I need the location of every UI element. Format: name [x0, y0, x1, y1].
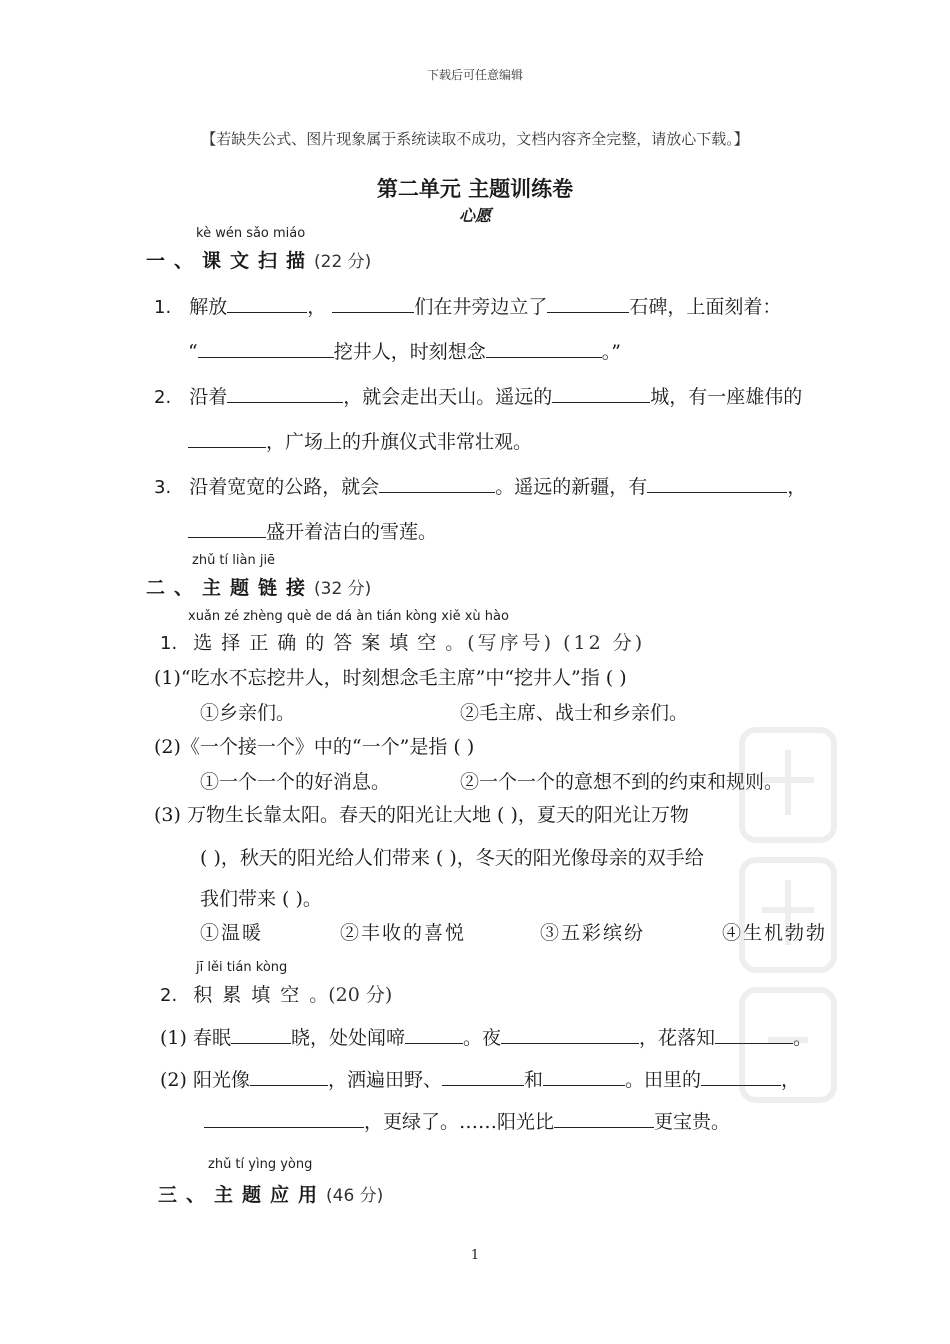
choice-q1-option1[interactable]: ①乡亲们。	[200, 702, 296, 724]
question-number: 2.	[154, 387, 172, 408]
text: 沿着宽宽的公路，就会	[189, 476, 380, 498]
fill-blank[interactable]	[188, 519, 266, 538]
fill-blank[interactable]	[442, 1067, 524, 1086]
text: 们在井旁边立了	[414, 296, 548, 318]
text: 沿着	[189, 386, 228, 408]
part2-heading	[160, 980, 392, 1007]
fill-blank[interactable]	[543, 1067, 625, 1086]
part1-pinyin: xuǎn zé zhèng què de dá àn tián kòng xiě xù hào	[188, 609, 509, 624]
text: ，就会走出天山。遥远的	[343, 386, 553, 408]
part2-label: 积累填空	[193, 984, 310, 1006]
fill-blank[interactable]	[227, 384, 343, 403]
fill-blank[interactable]	[405, 1025, 463, 1044]
section3-pinyin: zhǔ tí yìng yòng	[208, 1157, 313, 1172]
question-number: 2.	[160, 985, 178, 1006]
poem-line	[160, 1023, 812, 1050]
fill-blank[interactable]	[227, 294, 307, 313]
fill-blank[interactable]	[552, 384, 650, 403]
sunshine-line1	[160, 1065, 800, 1092]
text: 挖井人，时刻想念	[333, 341, 486, 363]
fill-blank[interactable]	[231, 1025, 291, 1044]
watermark-seal-icon	[728, 720, 848, 1120]
fill-blank[interactable]	[547, 294, 629, 313]
text: (1) 春眠	[160, 1027, 231, 1049]
fill-blank[interactable]	[332, 294, 414, 313]
text: ，	[307, 296, 327, 318]
choice-q1: (1)“吃水不忘挖井人，时刻想念毛主席”中“挖井人”指 ( )	[154, 667, 627, 689]
s1-q2-line2	[188, 427, 532, 454]
text: ，洒遍田野、	[327, 1069, 442, 1091]
question-number: 1.	[154, 297, 172, 318]
text: 和	[523, 1069, 543, 1091]
question-number: 1.	[160, 633, 178, 654]
fill-blank[interactable]	[198, 339, 334, 358]
part1-label: 选择正确的答案填空	[193, 632, 446, 654]
choice-q3-line2: ( )，秋天的阳光给人们带来 ( )，冬天的阳光像母亲的双手给	[200, 847, 704, 869]
text: ，	[781, 1069, 801, 1091]
text: ，广场上的升旗仪式非常壮观。	[266, 431, 533, 453]
section2-heading	[146, 573, 371, 600]
fill-blank[interactable]	[554, 1109, 654, 1128]
section1-pinyin: kè wén sǎo miáo	[196, 226, 306, 241]
choice-q3-line3: 我们带来 ( )。	[200, 888, 322, 910]
choice-q3-option1[interactable]: ①温暖	[200, 922, 264, 944]
s1-q1-line2	[188, 337, 621, 364]
fill-blank[interactable]	[188, 429, 266, 448]
text: 。	[793, 1027, 813, 1049]
part1-heading	[160, 628, 645, 655]
choice-q3-option2[interactable]: ②丰收的喜悦	[340, 922, 467, 944]
section2-score: (32 分)	[314, 579, 372, 599]
section1-score: (22 分)	[314, 252, 372, 272]
text: 。夜	[462, 1027, 501, 1049]
part2-pinyin: jī lěi tián kòng	[196, 960, 288, 975]
section1-heading	[146, 246, 371, 273]
text: 晓，处处闻啼	[290, 1027, 405, 1049]
text: 更宝贵。	[654, 1111, 731, 1133]
text: 盛开着洁白的雪莲。	[266, 521, 438, 543]
page-title: 第二单元 主题训练卷	[376, 177, 574, 201]
part2-note: 。(20 分)	[309, 984, 393, 1006]
fill-blank[interactable]	[250, 1067, 328, 1086]
text: 。”	[601, 341, 621, 363]
fill-blank[interactable]	[204, 1109, 364, 1128]
section1-title: 一、课文扫描	[146, 250, 315, 272]
text: 。遥远的新疆，有	[495, 476, 648, 498]
choice-q3-option4[interactable]: ④生机勃勃	[722, 922, 828, 944]
section2-title: 二、主题链接	[146, 577, 315, 599]
choice-q2-option1[interactable]: ①一个一个的好消息。	[200, 771, 391, 793]
choice-q2: (2)《一个接一个》中的“一个”是指 ( )	[154, 736, 475, 758]
section3-heading	[158, 1180, 383, 1207]
page-subtitle: 心愿	[458, 206, 491, 225]
text: ，花落知	[639, 1027, 716, 1049]
download-notice: 【若缺失公式、图片现象属于系统读取不成功，文档内容齐全完整，请放心下载。】	[201, 130, 749, 148]
text: ，	[787, 476, 807, 498]
text: 城，有一座雄伟的	[650, 386, 803, 408]
fill-blank[interactable]	[486, 339, 602, 358]
choice-q1-option2[interactable]: ②毛主席、战士和乡亲们。	[460, 702, 689, 724]
section3-title: 三、主题应用	[158, 1184, 327, 1206]
text: ，更绿了。……阳光比	[364, 1111, 555, 1133]
section2-pinyin: zhǔ tí liàn jiē	[192, 553, 276, 568]
text: “	[188, 341, 198, 363]
choice-q3-line1: (3) 万物生长靠太阳。春天的阳光让大地 ( )，夏天的阳光让万物	[154, 804, 689, 826]
fill-blank[interactable]	[647, 474, 787, 493]
fill-blank[interactable]	[501, 1025, 639, 1044]
choice-q3-option3[interactable]: ③五彩缤纷	[540, 922, 646, 944]
s1-q2-line1	[154, 382, 802, 409]
s1-q3-line1	[154, 472, 806, 499]
text: 。田里的	[625, 1069, 702, 1091]
text: (2) 阳光像	[160, 1069, 250, 1091]
choice-q2-option2[interactable]: ②一个一个的意想不到的约束和规则。	[460, 771, 784, 793]
s1-q3-line2	[188, 517, 437, 544]
section3-score: (46 分)	[326, 1186, 384, 1206]
part1-note: 。(写序号) (12 分)	[445, 632, 646, 654]
s1-q1-line1	[154, 292, 781, 319]
text: 解放	[189, 296, 228, 318]
question-number: 3.	[154, 477, 172, 498]
page-number: 1	[470, 1248, 480, 1263]
fill-blank[interactable]	[379, 474, 495, 493]
header-note: 下载后可任意编辑	[426, 68, 523, 82]
text: 石碑，上面刻着：	[629, 296, 782, 318]
sunshine-line2	[204, 1107, 730, 1134]
